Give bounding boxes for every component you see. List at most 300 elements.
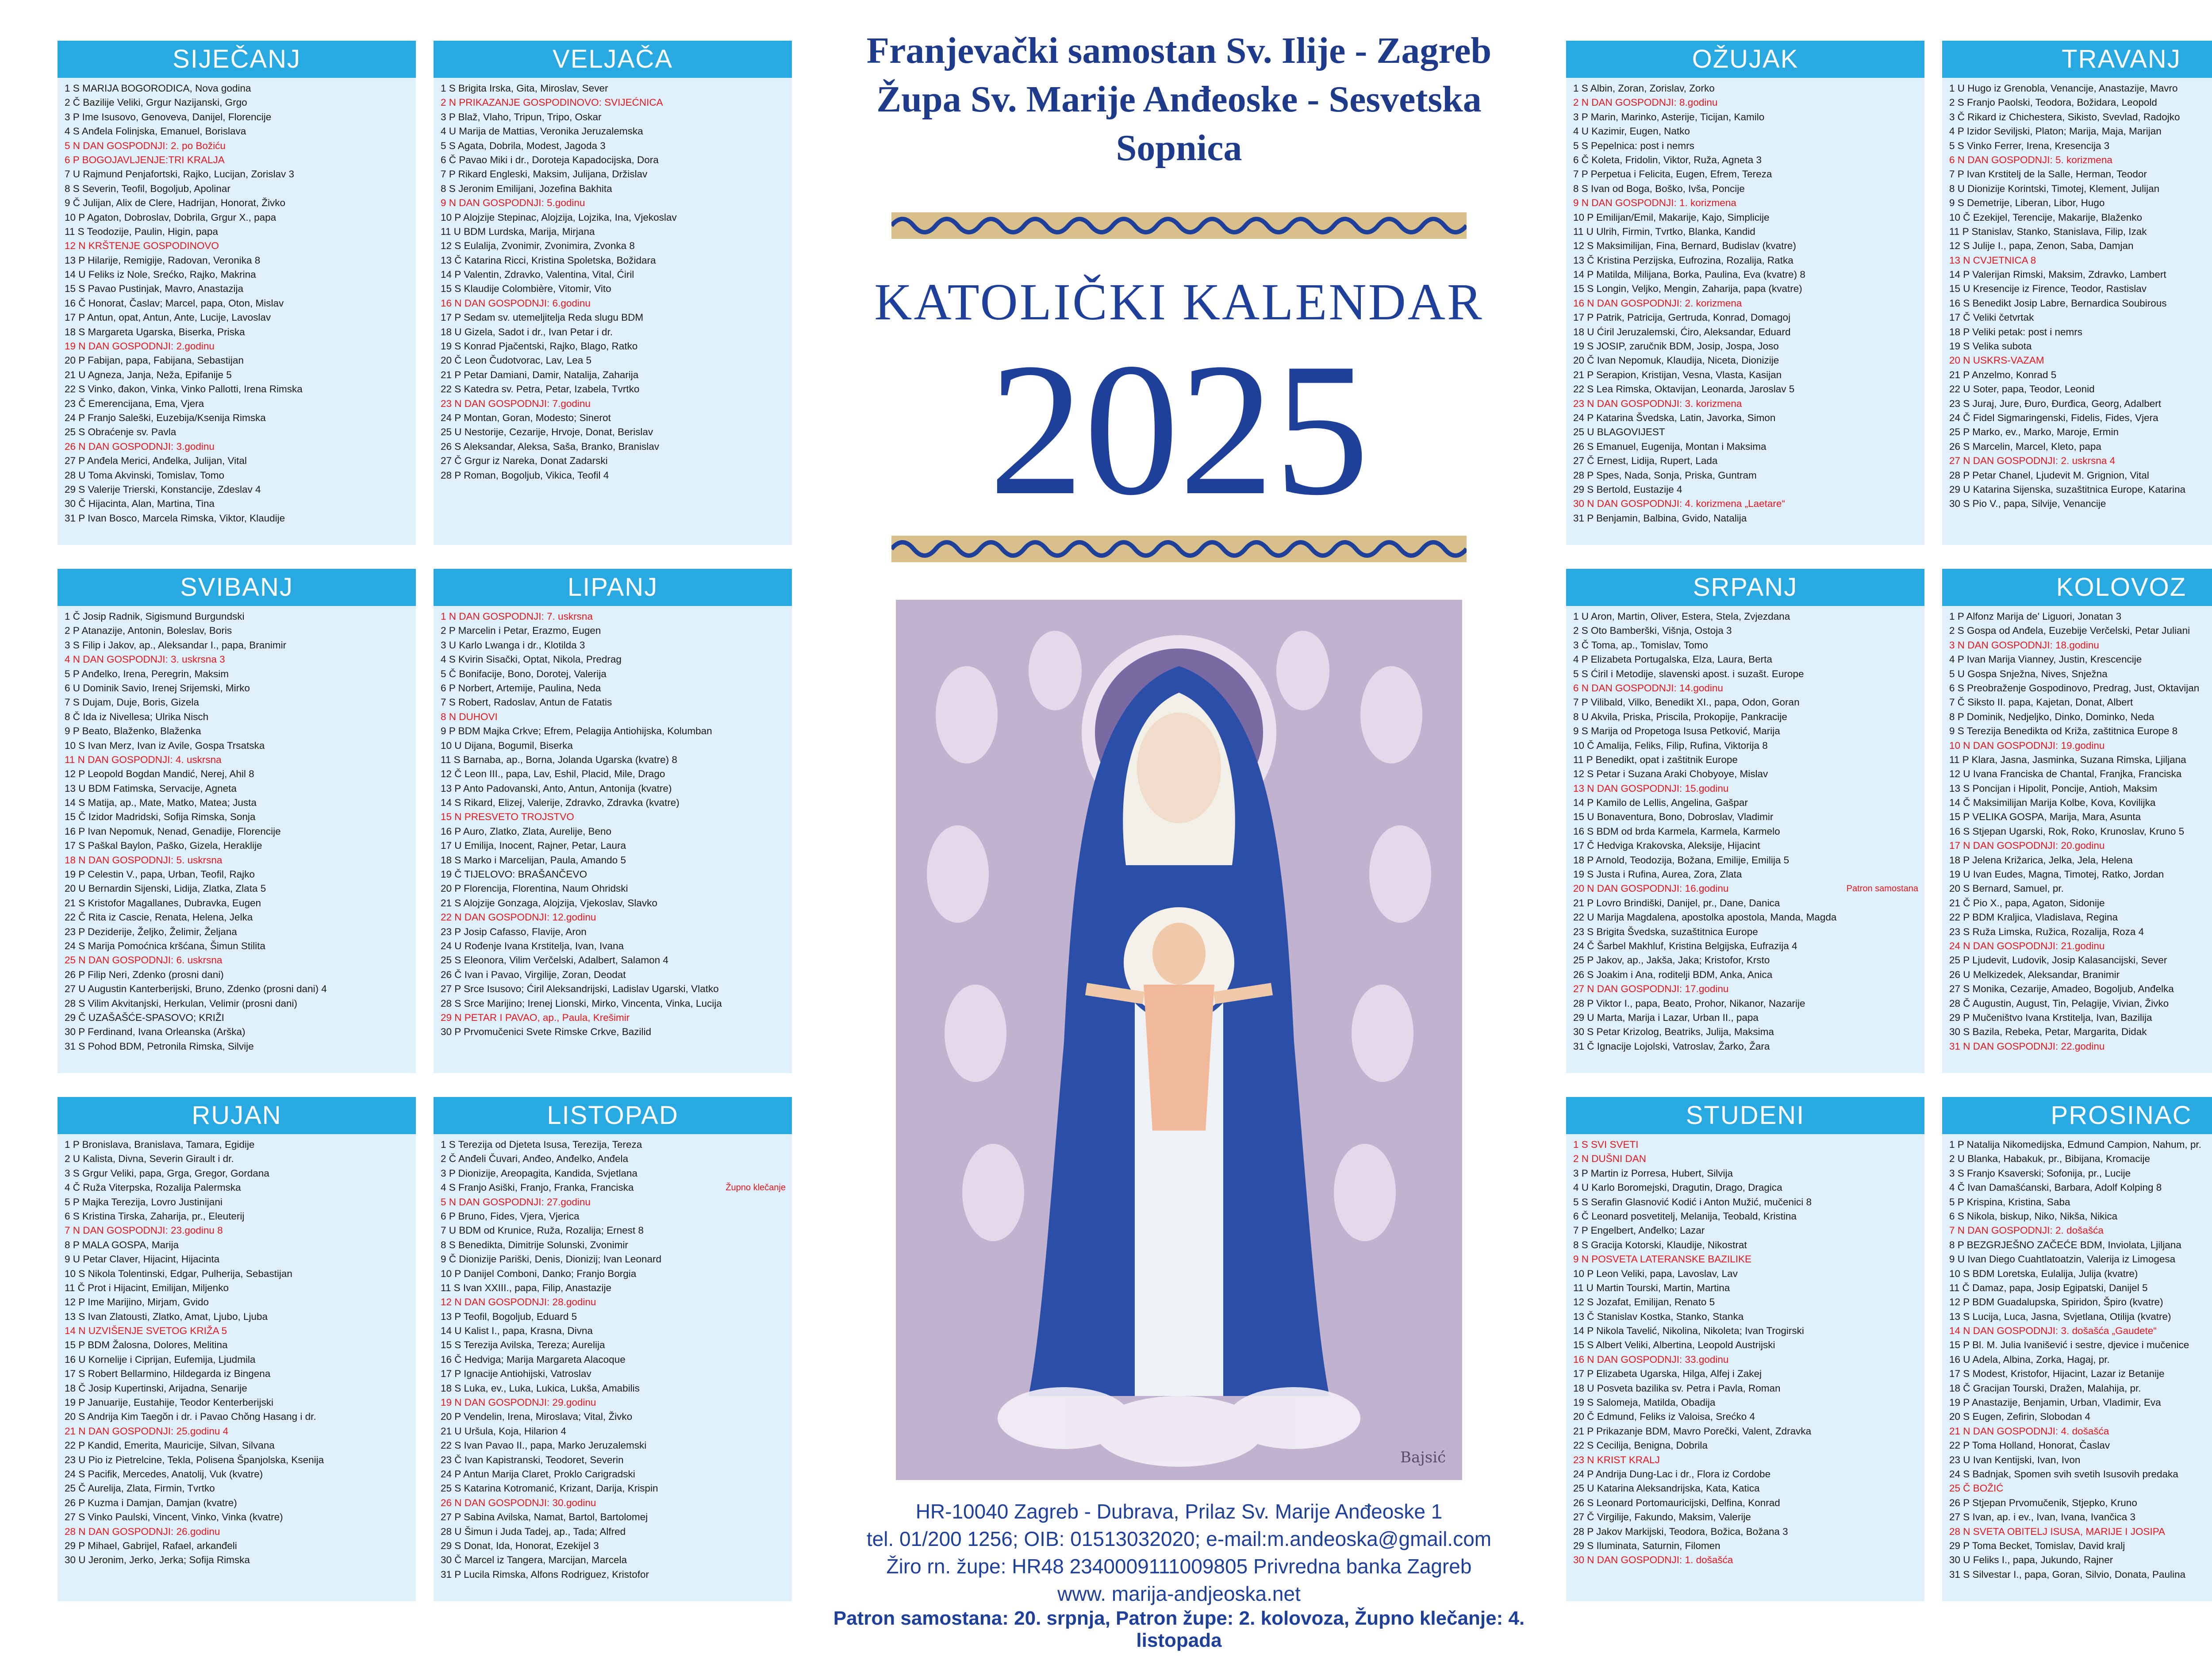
day-entry	[65, 211, 411, 225]
day-entry	[1573, 124, 1920, 138]
day-entry	[1949, 753, 2212, 767]
day-entry	[65, 968, 411, 982]
day-entry	[65, 839, 411, 853]
day-text: 7 P Engelbert, Anđelko; Lazar	[1573, 1225, 1705, 1236]
day-entry	[1949, 667, 2212, 681]
day-text: 29 P Mihael, Gabrijel, Rafael, arkanđeli	[65, 1540, 237, 1551]
day-entry	[65, 997, 411, 1011]
day-entry	[1949, 1381, 2212, 1396]
day-text: 21 P Lovro Brindiški, Danijel, pr., Dane, Danica	[1573, 897, 1780, 909]
day-text: 26 S Leonard Portomauricijski, Delfina, Konrad	[1573, 1497, 1780, 1508]
day-text: 19 S Velika subota	[1949, 341, 2032, 352]
month-title: PROSINAC	[1942, 1097, 2212, 1134]
day-entry	[1573, 1238, 1920, 1252]
day-entry	[65, 253, 411, 268]
day-entry	[65, 1481, 411, 1496]
day-entry	[65, 311, 411, 325]
day-entry	[1573, 624, 1920, 638]
day-text: 19 N DAN GOSPODNJI: 2.godinu	[65, 341, 215, 352]
day-text: 13 U BDM Fatimska, Servacije, Agneta	[65, 782, 237, 794]
day-text: 14 N UZVIŠENJE SVETOG KRIŽA 5	[65, 1325, 227, 1337]
day-entry	[65, 1267, 411, 1281]
day-entry	[441, 268, 787, 282]
day-entry	[1949, 497, 2212, 511]
day-text: 20 P Fabijan, papa, Fabijana, Sebastijan	[65, 355, 244, 366]
day-text: 6 Č Pavao Miki i dr., Doroteja Kapadocijska, Dora	[441, 154, 659, 165]
day-entry	[1573, 968, 1920, 982]
day-text: 31 P Ivan Bosco, Marcela Rimska, Viktor, Klaudije	[65, 512, 285, 524]
day-text: 16 U Kornelije i Ciprijan, Eufemija, Ljudmila	[65, 1354, 256, 1365]
day-entry	[1573, 425, 1920, 439]
day-entry	[1573, 1338, 1920, 1352]
day-text: 30 Č Marcel iz Tangera, Marcijan, Marcela	[441, 1554, 627, 1566]
day-text: 3 P Ime Isusovo, Genoveva, Danijel, Florencije	[65, 111, 272, 123]
day-entry	[441, 1424, 787, 1438]
day-entry	[65, 1181, 411, 1195]
day-text: 29 S Valerije Trierski, Konstancije, Zdeslav 4	[65, 483, 261, 495]
day-text: 7 U BDM od Krunice, Ruža, Rozalija; Ernest 8	[441, 1225, 644, 1236]
day-entry	[441, 96, 787, 110]
day-entry	[1573, 1453, 1920, 1467]
day-text: 1 U Hugo iz Grenobla, Venancije, Anastazije, Mavro	[1949, 83, 2178, 94]
day-entry	[65, 268, 411, 282]
day-text: 27 P Srce Isusovo; Ćiril Aleksandrijski, Ladislav Ugarski, Vlatko	[441, 983, 719, 995]
day-text: 4 U Karlo Boromejski, Dragutin, Drago, Dragica	[1573, 1182, 1782, 1193]
day-text: 14 S Rikard, Elizej, Valerije, Zdravko, Zdravka (kvatre)	[441, 797, 680, 809]
day-text: 4 P Elizabeta Portugalska, Elza, Laura, Berta	[1573, 654, 1772, 665]
day-text: 23 U Ivan Kentijski, Ivan, Ivon	[1949, 1454, 2081, 1465]
day-text: 12 N DAN GOSPODNJI: 28.godinu	[441, 1296, 596, 1308]
day-entry	[1949, 153, 2212, 167]
day-text: 20 S Andrija Kim Taegŏn i dr. i Pavao Chŏng Hasang i dr.	[65, 1411, 316, 1423]
day-entry	[1573, 353, 1920, 368]
day-text: 19 P Anastazije, Benjamin, Urban, Vladimir, Eva	[1949, 1397, 2161, 1408]
day-text: 22 P Toma Holland, Honorat, Časlav	[1949, 1440, 2110, 1451]
day-entry	[65, 1525, 411, 1539]
day-entry	[441, 867, 787, 882]
day-entry	[1573, 382, 1920, 396]
day-text: 4 N DAN GOSPODNJI: 3. uskrsna 3	[65, 654, 225, 665]
day-entry	[1949, 1467, 2212, 1481]
day-entry	[1573, 1209, 1920, 1223]
day-text: 28 P Viktor I., papa, Beato, Prohor, Nikanor, Nazarije	[1573, 997, 1805, 1009]
day-text: 21 U Agneza, Janja, Neža, Epifanije 5	[65, 369, 232, 380]
day-entry	[65, 796, 411, 810]
day-text: 23 P Josip Cafasso, Flavije, Aron	[441, 926, 587, 937]
day-text: 8 P Dominik, Nedjeljko, Dinko, Dominko, Neda	[1949, 711, 2154, 722]
day-list	[1566, 78, 1924, 525]
day-text: 17 S Paškal Baylon, Paško, Gizela, Heraklije	[65, 840, 262, 851]
day-entry	[1949, 1553, 2212, 1567]
day-text: 23 S Ruža Limska, Ružica, Rozalija, Roza 4	[1949, 926, 2144, 937]
day-entry	[441, 110, 787, 124]
day-entry	[1573, 1295, 1920, 1309]
day-text: 23 Č Ivan Kapistranski, Teodoret, Severin	[441, 1454, 624, 1465]
day-text: 25 S Eleonora, Vilim Verčelski, Adalbert, Salamon 4	[441, 955, 668, 966]
day-text: 5 S Ćiril i Metodije, slavenski apost. i suzašt. Europe	[1573, 668, 1804, 679]
day-text: 24 P Antun Marija Claret, Proklo Carigradski	[441, 1468, 635, 1480]
day-entry	[1949, 1525, 2212, 1539]
day-text: 17 P Sedam sv. utemeljitelja Reda slugu BDM	[441, 312, 644, 323]
day-text: 16 P Auro, Zlatko, Zlata, Aurelije, Beno	[441, 825, 612, 837]
day-entry	[65, 1138, 411, 1152]
day-text: 14 U Feliks iz Nole, Srećko, Rajko, Makrina	[65, 269, 256, 280]
day-text: 18 P Arnold, Teodozija, Božana, Emilije, Emilija 5	[1573, 854, 1790, 866]
day-entry	[1949, 1481, 2212, 1496]
day-entry	[1949, 997, 2212, 1011]
day-entry	[65, 139, 411, 153]
day-text: 29 U Katarina Sijenska, suzaštitnica Europe, Katarina	[1949, 483, 2186, 495]
day-text: 28 Č Augustin, August, Tin, Pelagije, Vivian, Živko	[1949, 997, 2169, 1009]
day-text: 7 P Ivan Krstitelj de la Salle, Herman, Teodor	[1949, 169, 2147, 180]
day-entry	[65, 411, 411, 425]
day-entry	[1573, 454, 1920, 468]
day-text: 25 P Jakov, ap., Jakša, Jaka; Kristofor, Krsto	[1573, 955, 1770, 966]
day-entry	[1573, 896, 1920, 910]
day-text: 4 Č Ivan Damašćanski, Barbara, Adolf Kolping 8	[1949, 1182, 2162, 1193]
day-entry	[1573, 268, 1920, 282]
day-entry	[1573, 497, 1920, 511]
day-entry	[65, 1310, 411, 1324]
day-entry	[1573, 739, 1920, 753]
day-entry	[441, 1166, 787, 1181]
feast-annotation: Župno klečanje	[726, 1183, 786, 1193]
month-title: OŽUJAK	[1566, 41, 1924, 78]
day-entry	[1949, 824, 2212, 839]
day-text: 10 S BDM Loretska, Eulalija, Julija (kvatre)	[1949, 1268, 2138, 1279]
day-entry	[65, 483, 411, 497]
day-entry	[1573, 440, 1920, 454]
day-entry	[1573, 1539, 1920, 1553]
day-entry	[65, 1223, 411, 1238]
day-list	[1942, 1134, 2212, 1582]
day-text: 13 P Hilarije, Remigije, Radovan, Veronika 8	[65, 254, 261, 266]
day-text: 28 S Vilim Akvitanjski, Herkulan, Velimir (prosni dani)	[65, 997, 298, 1009]
day-text: 8 U Akvila, Priska, Priscila, Prokopije, Pankracije	[1573, 711, 1787, 722]
day-entry	[65, 939, 411, 953]
day-entry	[441, 1252, 787, 1266]
day-entry	[441, 1381, 787, 1396]
day-text: 30 S Petar Krizolog, Beatriks, Julija, Maksima	[1573, 1026, 1774, 1038]
day-entry	[65, 953, 411, 967]
day-text: 13 Č Katarina Ricci, Kristina Spoletska, Božidara	[441, 254, 656, 266]
day-entry	[1573, 767, 1920, 781]
day-entry	[1949, 925, 2212, 939]
day-text: 20 N USKRS-VAZAM	[1949, 355, 2044, 366]
day-entry	[65, 1453, 411, 1467]
day-text: 30 U Jeronim, Jerko, Jerka; Sofija Rimska	[65, 1554, 250, 1566]
website-link[interactable]: www. marija-andjeoska.net	[1057, 1582, 1301, 1605]
day-text: 25 P Marko, ev., Marko, Maroje, Ermin	[1949, 426, 2119, 438]
day-entry	[441, 454, 787, 468]
day-entry	[441, 1510, 787, 1524]
day-entry	[441, 1267, 787, 1281]
day-text: 17 Č Hedviga Krakovska, Aleksije, Hijacint	[1573, 840, 1760, 851]
day-text: 20 S Bernard, Samuel, pr.	[1949, 883, 2064, 894]
day-text: 9 N DAN GOSPODNJI: 5.godinu	[441, 197, 585, 209]
monastery-name: Franjevački samostan Sv. Ilije - Zagreb	[866, 30, 1492, 71]
day-entry	[441, 810, 787, 824]
day-entry	[1949, 182, 2212, 196]
day-text: 14 Č Maksimilijan Marija Kolbe, Kova, Kovilijka	[1949, 797, 2156, 809]
day-entry	[1949, 196, 2212, 210]
day-text: 8 S Ivan od Boga, Boško, Ivša, Poncije	[1573, 183, 1745, 194]
day-entry	[65, 1252, 411, 1266]
day-entry	[65, 667, 411, 681]
day-text: 17 Č Veliki četvrtak	[1949, 312, 2034, 323]
day-text: 2 P Atanazije, Antonin, Boleslav, Boris	[65, 625, 232, 637]
day-entry	[1573, 368, 1920, 382]
day-text: 12 S Julije I., papa, Zenon, Saba, Damjan	[1949, 240, 2134, 252]
day-entry	[65, 96, 411, 110]
day-entry	[65, 1553, 411, 1567]
day-entry	[65, 1238, 411, 1252]
day-text: 25 Č BOŽIĆ	[1949, 1483, 2004, 1494]
day-text: 2 N PRIKAZANJE GOSPODINOVO: SVIJEĆNICA	[441, 97, 663, 108]
day-text: 21 P Petar Damiani, Damir, Natalija, Zaharija	[441, 369, 639, 380]
day-text: 15 U Bonaventura, Bono, Dobroslav, Vladimir	[1573, 811, 1774, 823]
day-entry	[441, 239, 787, 253]
day-entry	[1573, 483, 1920, 497]
day-entry	[1573, 153, 1920, 167]
day-text: 9 U Petar Claver, Hijacint, Hijacinta	[65, 1254, 220, 1265]
day-text: 25 Č Aurelija, Zlata, Firmin, Tvrtko	[65, 1483, 215, 1494]
day-text: 11 P Klara, Jasna, Jasminka, Suzana Rimska, Ljiljana	[1949, 754, 2186, 765]
day-entry	[1949, 1295, 2212, 1309]
day-entry	[441, 1295, 787, 1309]
day-text: 27 N DAN GOSPODNJI: 17.godinu	[1573, 983, 1729, 995]
day-entry	[441, 325, 787, 339]
day-text: 7 U Rajmund Penjafortski, Rajko, Lucijan, Zorislav 3	[65, 169, 294, 180]
day-text: 30 U Feliks I., papa, Jukundo, Rajner	[1949, 1554, 2113, 1566]
day-entry	[65, 239, 411, 253]
day-text: 22 S Lea Rimska, Oktavijan, Leonarda, Jaroslav 5	[1573, 383, 1795, 395]
madonna-painting	[896, 600, 1462, 1480]
day-entry	[65, 710, 411, 724]
day-text: 26 U Melkizedek, Aleksandar, Branimir	[1949, 969, 2120, 980]
day-entry	[1949, 1353, 2212, 1367]
day-text: 26 N DAN GOSPODNJI: 30.godinu	[441, 1497, 596, 1508]
day-text: 15 S Albert Veliki, Albertina, Leopold Austrijski	[1573, 1339, 1775, 1351]
calendar-year: 2025	[989, 324, 1369, 535]
day-text: 8 S Jeronim Emilijani, Jozefina Bakhita	[441, 183, 612, 194]
day-text: 21 P Serapion, Kristijan, Vesna, Vlasta, Kasijan	[1573, 369, 1782, 380]
day-entry	[1949, 1281, 2212, 1295]
day-entry	[1573, 1310, 1920, 1324]
day-text: 9 P BDM Majka Crkve; Efrem, Pelagija Antiohijska, Kolumban	[441, 725, 712, 737]
day-text: 15 S Longin, Veljko, Mengin, Zaharija, papa (kvatre)	[1573, 283, 1802, 295]
day-entry	[65, 1281, 411, 1295]
day-text: 13 P Teofil, Bogoljub, Eduard 5	[441, 1311, 577, 1322]
day-entry	[1949, 1195, 2212, 1209]
day-entry	[441, 368, 787, 382]
day-text: 19 P Celestin V., papa, Urban, Teofil, Rajko	[65, 869, 255, 880]
day-text: 1 S Brigita Irska, Gita, Miroslav, Sever	[441, 83, 608, 94]
day-list	[434, 78, 792, 483]
parish-name: Župa Sv. Marije Anđeoske - Sesvetska Sopnica	[876, 79, 1482, 169]
day-text: 18 S Marko i Marcelijan, Paula, Amando 5	[441, 854, 626, 866]
day-entry	[441, 1553, 787, 1567]
day-text: 23 N DAN GOSPODNJI: 3. korizmena	[1573, 398, 1742, 409]
day-entry	[65, 867, 411, 882]
day-text: 24 P Franjo Saleški, Euzebija/Ksenija Rimska	[65, 412, 266, 423]
day-text: 11 Č Damaz, papa, Josip Egipatski, Danijel 5	[1949, 1282, 2148, 1293]
day-text: 3 Č Rikard iz Chichestera, Sikisto, Svevlad, Radojko	[1949, 111, 2180, 123]
day-text: 5 U Gospa Snježna, Nives, Snježna	[1949, 668, 2108, 679]
day-text: 1 P Alfonz Marija de' Liguori, Jonatan 3	[1949, 611, 2122, 622]
day-entry	[65, 124, 411, 138]
day-text: 13 Č Kristina Perzijska, Eufrozina, Rozalija, Ratka	[1573, 254, 1793, 266]
month-title: RUJAN	[58, 1097, 416, 1134]
day-text: 8 Č Ida iz Nivellesa; Ulrika Nisch	[65, 711, 209, 722]
day-text: 1 S Terezija od Djeteta Isusa, Terezija, Tereza	[441, 1139, 642, 1150]
day-text: 15 P VELIKA GOSPA, Marija, Mara, Asunta	[1949, 811, 2141, 823]
day-text: 3 P Blaž, Vlaho, Tripun, Tripo, Oskar	[441, 111, 602, 123]
day-text: 20 Č Leon Čudotvorac, Lav, Lea 5	[441, 355, 592, 366]
day-text: 30 P Ferdinand, Ivana Orleanska (Arška)	[65, 1026, 246, 1038]
day-text: 7 N DAN GOSPODNJI: 2. došašća	[1949, 1225, 2104, 1236]
day-entry	[1949, 1238, 2212, 1252]
day-entry	[441, 1181, 787, 1195]
day-entry	[1573, 139, 1920, 153]
day-text: 6 S Nikola, biskup, Niko, Nikša, Nikica	[1949, 1210, 2118, 1222]
day-text: 5 S Pepelnica: post i nemrs	[1573, 140, 1694, 151]
day-text: 5 Č Bonifacije, Bono, Dorotej, Valerija	[441, 668, 607, 679]
month-listopad	[434, 1097, 792, 1601]
day-entry	[441, 124, 787, 138]
day-entry	[1949, 253, 2212, 268]
day-entry	[1949, 1011, 2212, 1025]
day-entry	[65, 1152, 411, 1166]
day-entry	[1573, 710, 1920, 724]
day-text: 8 S Severin, Teofil, Bogoljub, Apolinar	[65, 183, 230, 194]
day-text: 26 S Emanuel, Eugenija, Montan i Maksima	[1573, 441, 1767, 452]
day-entry	[1949, 353, 2212, 368]
day-entry	[65, 153, 411, 167]
day-entry	[1573, 997, 1920, 1011]
day-text: 9 Č Dionizije Pariški, Denis, Dionizij; Ivan Leonard	[441, 1254, 661, 1265]
day-entry	[65, 1324, 411, 1338]
day-text: 1 P Natalija Nikomedijska, Edmund Campion, Nahum, pr.	[1949, 1139, 2201, 1150]
day-entry	[65, 638, 411, 652]
day-entry	[1573, 882, 1920, 896]
day-entry	[65, 196, 411, 210]
day-text: 2 S Franjo Paolski, Teodora, Božidara, Leopold	[1949, 97, 2157, 108]
month-veljača	[434, 41, 792, 545]
day-text: 19 S Konrad Pjačentski, Rajko, Blago, Ratko	[441, 341, 638, 352]
month-title: SRPANJ	[1566, 569, 1924, 606]
day-entry	[65, 81, 411, 96]
day-entry	[441, 638, 787, 652]
day-entry	[441, 468, 787, 483]
day-entry	[1573, 96, 1920, 110]
day-text: 5 P Anđelko, Irena, Peregrin, Maksim	[65, 668, 229, 679]
day-entry	[1949, 311, 2212, 325]
day-entry	[65, 925, 411, 939]
day-entry	[441, 710, 787, 724]
day-entry	[1949, 782, 2212, 796]
day-entry	[441, 1025, 787, 1039]
day-text: 28 P Roman, Bogoljub, Vikica, Teofil 4	[441, 469, 609, 481]
day-entry	[65, 753, 411, 767]
day-entry	[441, 1209, 787, 1223]
day-entry	[1573, 225, 1920, 239]
day-entry	[65, 325, 411, 339]
day-text: 16 N DAN GOSPODNJI: 6.godinu	[441, 297, 591, 309]
day-text: 28 U Toma Akvinski, Tomislav, Tomo	[65, 469, 224, 481]
day-text: 30 N DAN GOSPODNJI: 1. došašća	[1573, 1554, 1733, 1566]
day-text: 12 P BDM Guadalupska, Spiridon, Špiro (kvatre)	[1949, 1296, 2163, 1308]
day-text: 24 P Katarina Švedska, Latin, Javorka, Simon	[1573, 412, 1776, 423]
day-text: 23 S Juraj, Jure, Đuro, Đurđica, Georg, Adalbert	[1949, 398, 2161, 409]
day-text: 28 N DAN GOSPODNJI: 26.godinu	[65, 1526, 220, 1537]
day-entry	[65, 695, 411, 709]
day-text: 24 P Montan, Goran, Modesto; Sinerot	[441, 412, 611, 423]
day-text: 12 S Petar i Suzana Araki Chobyoye, Mislav	[1573, 768, 1768, 780]
day-entry	[1573, 282, 1920, 296]
day-text: 2 S Gospa od Anđela, Euzebije Verčelski, Petar Juliani	[1949, 625, 2190, 637]
day-entry	[65, 1510, 411, 1524]
day-list	[1566, 606, 1924, 1054]
day-text: 3 S Grgur Veliki, papa, Grga, Gregor, Gordana	[65, 1167, 269, 1179]
day-entry	[1573, 1510, 1920, 1524]
day-entry	[441, 882, 787, 896]
day-text: 5 S Serafin Glasnović Kodić i Anton Mužić, mučenici 8	[1573, 1196, 1812, 1208]
day-text: 31 S Pohod BDM, Petronila Rimska, Silvije	[65, 1040, 254, 1052]
day-entry	[65, 1410, 411, 1424]
day-text: 6 P Norbert, Artemije, Paulina, Neda	[441, 682, 601, 694]
day-text: 8 S Gracija Kotorski, Klaudije, Nikostrat	[1573, 1239, 1747, 1250]
day-entry	[65, 425, 411, 439]
day-text: 15 S Terezija Avilska, Tereza; Aurelija	[441, 1339, 605, 1351]
day-entry	[1573, 411, 1920, 425]
day-entry	[1949, 1453, 2212, 1467]
day-entry	[1949, 139, 2212, 153]
day-text: 5 N DAN GOSPODNJI: 2. po Božiću	[65, 140, 226, 151]
day-text: 27 P Sabina Avilska, Namat, Bartol, Bartolomej	[441, 1511, 648, 1523]
day-entry	[1949, 468, 2212, 483]
day-entry	[441, 1138, 787, 1152]
day-text: 9 N POSVETA LATERANSKE BAZILIKE	[1573, 1254, 1752, 1265]
day-text: 31 S Silvestar I., papa, Goran, Silvio, Donata, Paulina	[1949, 1568, 2186, 1580]
day-text: 10 S Nikola Tolentinski, Edgar, Pulherija, Sebastijan	[65, 1268, 292, 1279]
day-text: 16 N DAN GOSPODNJI: 33.godinu	[1573, 1354, 1729, 1365]
day-entry	[441, 1481, 787, 1496]
day-text: 6 Č Leonard posvetitelj, Melanija, Teobald, Kristina	[1573, 1210, 1797, 1222]
day-text: 6 N DAN GOSPODNJI: 14.godinu	[1573, 682, 1723, 694]
day-list	[58, 78, 416, 525]
day-text: 7 S Robert, Radoslav, Antun de Fatatis	[441, 697, 612, 708]
day-text: 3 N DAN GOSPODNJI: 18.godinu	[1949, 639, 2099, 651]
day-entry	[441, 824, 787, 839]
day-entry	[1573, 982, 1920, 996]
day-text: 11 U Ulrih, Firmin, Tvrtko, Blanka, Kandid	[1573, 226, 1755, 237]
day-text: 2 U Kalista, Divna, Severin Girault i dr.	[65, 1153, 234, 1165]
day-text: 4 S Kvirin Sisački, Optat, Nikola, Predrag	[441, 654, 622, 665]
day-entry	[65, 910, 411, 924]
day-text: 24 Č Fidel Sigmaringenski, Fidelis, Fides, Vjera	[1949, 412, 2158, 423]
day-entry	[1949, 910, 2212, 924]
day-entry	[1949, 939, 2212, 953]
day-entry	[1573, 782, 1920, 796]
day-text: 29 U Marta, Marija i Lazar, Urban II., papa	[1573, 1012, 1759, 1023]
day-entry	[1949, 810, 2212, 824]
painting-signature: Bajsić	[1400, 1449, 1446, 1466]
day-text: 11 U Martin Tourski, Martin, Martina	[1573, 1282, 1730, 1293]
day-text: 11 P Stanislav, Stanko, Stanislava, Filip, Izak	[1949, 226, 2147, 237]
day-entry	[1949, 368, 2212, 382]
day-entry	[1949, 1025, 2212, 1039]
